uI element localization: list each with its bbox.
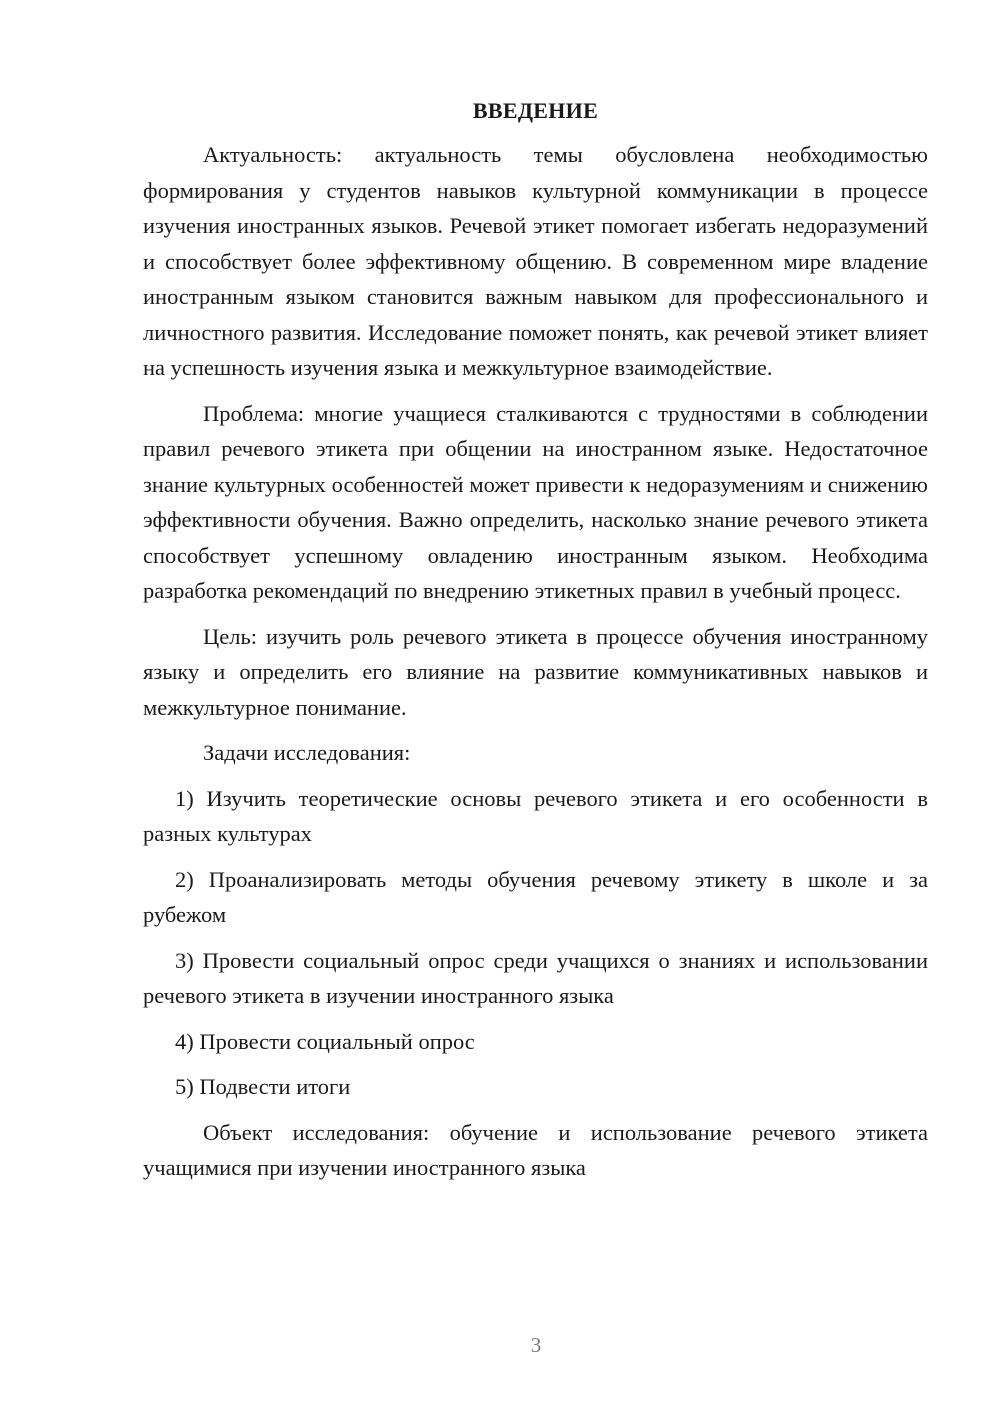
tasks-list	[143, 781, 928, 1105]
document-page	[143, 96, 928, 1196]
goal-paragraph: Цель: изучить роль речевого этикета в процессе обучения иностранному языку и определить его влияние на развитие коммуникативных навыков и межкультурное понимание.	[143, 623, 928, 720]
task-item-1: 1) Изучить теоретические основы речевого этикета и его особенности в разных культурах	[143, 785, 928, 846]
page-number: 3	[530, 1333, 542, 1357]
task-item-3: 3) Провести социальный опрос среди учащихся о знаниях и использовании речевого этикета в изучении иностранного языка	[143, 947, 928, 1008]
page-title: ВВЕДЕНИЕ	[472, 98, 599, 123]
tasks-heading: Задачи исследования:	[203, 740, 411, 765]
problem-paragraph: Проблема: многие учащиеся сталкиваются с трудностями в соблюдении правил речевого этикета при общении на иностранном языке. Недостаточное знание культурных особенностей может привести к недоразумениям и снижению эффективности обучения. Важно определить, насколько знание речевого этикета способствует успешному овладению иностранным языком. Необходима разработка рекомендаций по внедрению этикетных правил в учебный процесс.	[143, 400, 928, 603]
task-item-4: 4) Провести социальный опрос	[175, 1028, 475, 1054]
object-paragraph: Объект исследования: обучение и использование речевого этикета учащимися при изучении иностранного языка	[143, 1119, 928, 1180]
task-item-5: 5) Подвести итоги	[175, 1074, 351, 1099]
task-item-2: 2) Проанализировать методы обучения речевому этикету в школе и за рубежом	[143, 866, 928, 927]
relevance-paragraph: Актуальность: актуальность темы обусловлена необходимостью формирования у студентов навыков культурной коммуникации в процессе изучения иностранных языков. Речевой этикет помогает избегать недоразумений и способствует более эффективному общению. В современном мире владение иностранным языком становится важным навыком для профессионального и личностного развития. Исследование поможет понять, как речевой этикет влияет на успешность изучения языка и межкультурное взаимодействие.	[143, 142, 928, 380]
